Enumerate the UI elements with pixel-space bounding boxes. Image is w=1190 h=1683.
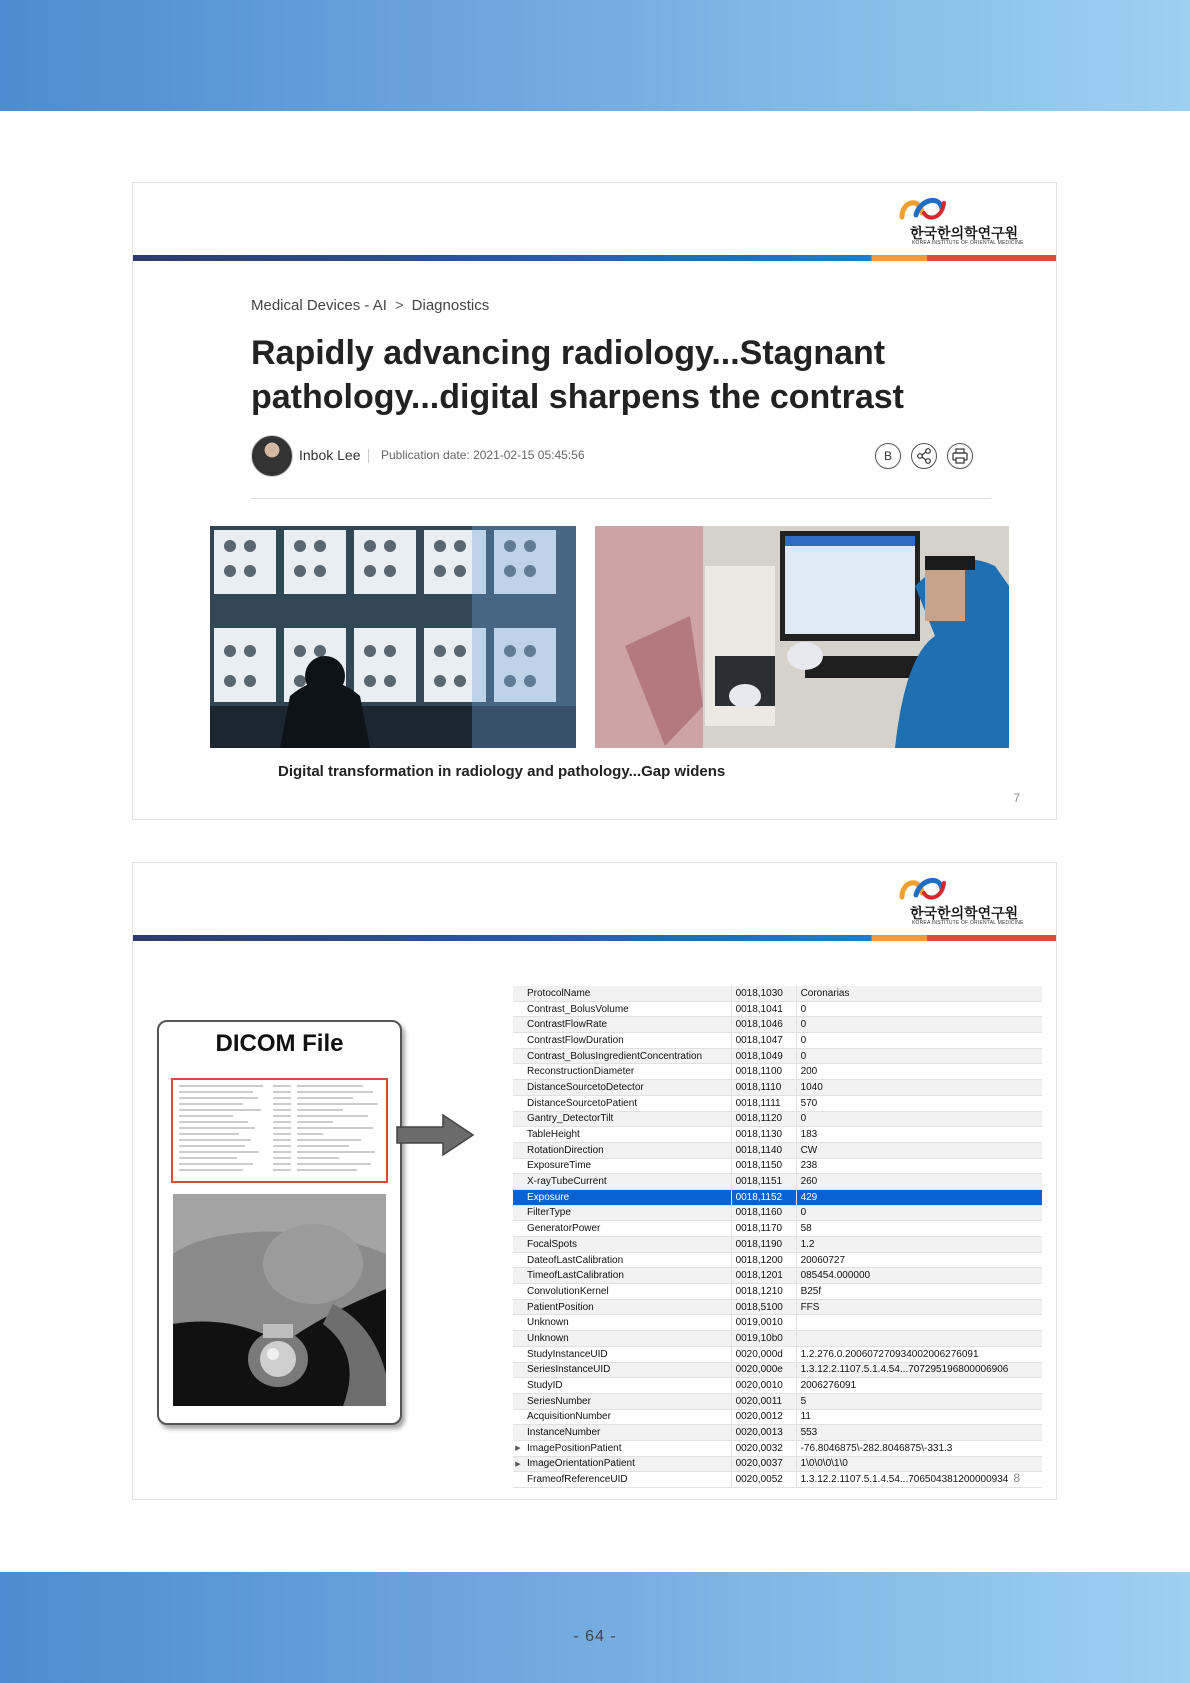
tag-code-cell: 0019,10b0	[731, 1331, 796, 1347]
logo-name-ko: 한국한의학연구원	[910, 905, 1019, 921]
header-band	[0, 0, 1190, 111]
tag-value-cell: 1\0\0\0\1\0	[796, 1456, 1042, 1472]
tag-value-cell: 0	[796, 1001, 1042, 1017]
publication-date: Publication date: 2021-02-15 05:45:56	[381, 448, 585, 462]
tag-name-cell: X-rayTubeCurrent	[523, 1174, 731, 1190]
author-name[interactable]: Inbok Lee	[299, 447, 361, 463]
institute-logo	[896, 873, 1026, 931]
breadcrumb-section[interactable]: Medical Devices - AI	[251, 297, 387, 314]
article-headline: Rapidly advancing radiology...Stagnant pathology...digital sharpens the contrast	[251, 334, 905, 416]
tag-value-cell: -76.8046875\-282.8046875\-331.3	[796, 1440, 1042, 1456]
tag-name-cell: StudyID	[523, 1378, 731, 1394]
expand-arrow-icon	[513, 1299, 523, 1315]
expand-arrow-icon	[513, 1017, 523, 1033]
slide-number: 7	[1013, 791, 1020, 805]
table-row[interactable]	[513, 1095, 1042, 1111]
tag-code-cell: 0020,0052	[731, 1472, 796, 1488]
tag-code-cell: 0020,0010	[731, 1378, 796, 1394]
tag-name-cell: ContrastFlowRate	[523, 1017, 731, 1033]
tag-code-cell: 0018,1151	[731, 1174, 796, 1190]
institute-logo-icon	[898, 193, 948, 223]
dicom-file-card	[157, 1020, 402, 1425]
tag-code-cell: 0018,1200	[731, 1252, 796, 1268]
table-row[interactable]	[513, 1284, 1042, 1300]
tag-name-cell: Exposure	[523, 1189, 731, 1205]
table-row[interactable]	[513, 1393, 1042, 1409]
tag-value-cell: 1040	[796, 1080, 1042, 1096]
expand-arrow-icon	[513, 1237, 523, 1253]
tag-code-cell: 0018,1201	[731, 1268, 796, 1284]
share-button[interactable]	[911, 443, 937, 469]
dicom-header-thumbnail-image	[173, 1080, 386, 1181]
expand-arrow-icon	[513, 1268, 523, 1284]
header-rule	[133, 935, 1056, 941]
tag-value-cell: 085454.000000	[796, 1268, 1042, 1284]
tag-name-cell: AcquisitionNumber	[523, 1409, 731, 1425]
table-row[interactable]	[513, 1142, 1042, 1158]
tag-name-cell: Gantry_DetectorTilt	[523, 1111, 731, 1127]
expand-arrow-icon	[513, 1158, 523, 1174]
tag-name-cell: Contrast_BolusVolume	[523, 1001, 731, 1017]
slide-dicom	[132, 862, 1057, 1500]
print-icon	[948, 444, 972, 468]
expand-arrow-icon	[513, 1362, 523, 1378]
arrow-right-icon	[395, 1113, 475, 1157]
tag-value-cell: B25f	[796, 1284, 1042, 1300]
bookmark-button[interactable]: B	[875, 443, 901, 469]
expand-arrow-icon: ▶	[513, 1440, 523, 1456]
table-row[interactable]	[513, 1346, 1042, 1362]
radiology-monitors-image	[210, 526, 576, 748]
tag-code-cell: 0018,1140	[731, 1142, 796, 1158]
ct-scan-image	[173, 1194, 386, 1406]
institute-logo	[896, 193, 1026, 251]
tag-code-cell: 0018,1130	[731, 1127, 796, 1143]
expand-arrow-icon	[513, 1033, 523, 1049]
expand-arrow-icon	[513, 1142, 523, 1158]
table-row[interactable]	[513, 1033, 1042, 1049]
tag-name-cell: TimeofLastCalibration	[523, 1268, 731, 1284]
table-row[interactable]	[513, 1127, 1042, 1143]
tag-name-cell: ReconstructionDiameter	[523, 1064, 731, 1080]
expand-arrow-icon	[513, 1409, 523, 1425]
tag-code-cell: 0018,1100	[731, 1064, 796, 1080]
tag-code-cell: 0018,1041	[731, 1001, 796, 1017]
tag-name-cell: ContrastFlowDuration	[523, 1033, 731, 1049]
expand-arrow-icon	[513, 1284, 523, 1300]
tag-code-cell: 0020,000e	[731, 1362, 796, 1378]
tag-name-cell: ImageOrientationPatient	[523, 1456, 731, 1472]
expand-arrow-icon	[513, 1472, 523, 1488]
expand-arrow-icon	[513, 1095, 523, 1111]
tag-name-cell: InstanceNumber	[523, 1425, 731, 1441]
table-row[interactable]	[513, 1252, 1042, 1268]
table-row[interactable]	[513, 1205, 1042, 1221]
photo-caption: Digital transformation in radiology and pathology...Gap widens	[278, 763, 726, 780]
tag-code-cell: 0018,1190	[731, 1237, 796, 1253]
tag-name-cell: RotationDirection	[523, 1142, 731, 1158]
tag-value-cell: 0	[796, 1048, 1042, 1064]
expand-arrow-icon	[513, 1425, 523, 1441]
tag-name-cell: SeriesInstanceUID	[523, 1362, 731, 1378]
tag-value-cell: Coronarias	[796, 986, 1042, 1001]
tag-name-cell: FrameofReferenceUID	[523, 1472, 731, 1488]
table-row[interactable]	[513, 1440, 1042, 1456]
table-row[interactable]	[513, 1331, 1042, 1347]
expand-arrow-icon	[513, 986, 523, 1001]
expand-arrow-icon	[513, 1221, 523, 1237]
table-row[interactable]	[513, 1064, 1042, 1080]
tag-value-cell: FFS	[796, 1299, 1042, 1315]
divider	[251, 498, 991, 499]
tag-value-cell: 238	[796, 1158, 1042, 1174]
tag-code-cell: 0018,1150	[731, 1158, 796, 1174]
logo-name-en: KOREA INSTITUTE OF ORIENTAL MEDICINE	[912, 920, 1024, 926]
breadcrumb	[251, 297, 489, 314]
tag-name-cell: FocalSpots	[523, 1237, 731, 1253]
tag-name-cell: GeneratorPower	[523, 1221, 731, 1237]
pathology-lab-image	[595, 526, 1009, 748]
logo-name-en: KOREA INSTITUTE OF ORIENTAL MEDICINE	[912, 240, 1024, 246]
tag-code-cell: 0020,0012	[731, 1409, 796, 1425]
tag-name-cell: ImagePositionPatient	[523, 1440, 731, 1456]
tag-name-cell: PatientPosition	[523, 1299, 731, 1315]
tag-value-cell: 1.3.12.2.1107.5.1.4.54...707295196800006906	[796, 1362, 1042, 1378]
tag-name-cell: DateofLastCalibration	[523, 1252, 731, 1268]
tag-value-cell: 2006276091	[796, 1378, 1042, 1394]
table-row[interactable]	[513, 1080, 1042, 1096]
tag-value-cell: 0	[796, 1111, 1042, 1127]
dicom-header-thumbnail	[171, 1078, 388, 1183]
tag-value-cell: 1.2.276.0.20060727093400200627609​1	[796, 1346, 1042, 1362]
tag-value-cell: CW	[796, 1142, 1042, 1158]
tag-value-cell: 5	[796, 1393, 1042, 1409]
tag-name-cell: DistanceSourcetoDetector	[523, 1080, 731, 1096]
tag-name-cell: StudyInstanceUID	[523, 1346, 731, 1362]
tag-code-cell: 0019,0010	[731, 1315, 796, 1331]
tag-code-cell: 0020,000d	[731, 1346, 796, 1362]
table-row[interactable]	[513, 1017, 1042, 1033]
tag-value-cell: 0	[796, 1033, 1042, 1049]
tag-code-cell: 0018,1046	[731, 1017, 796, 1033]
tag-value-cell: 200	[796, 1064, 1042, 1080]
expand-arrow-icon	[513, 1127, 523, 1143]
radiology-photo	[210, 526, 576, 748]
tag-value-cell	[796, 1315, 1042, 1331]
pathology-photo	[595, 526, 1009, 748]
expand-arrow-icon	[513, 1205, 523, 1221]
tag-value-cell: 0	[796, 1017, 1042, 1033]
tag-value-cell: 1.2	[796, 1237, 1042, 1253]
expand-arrow-icon	[513, 1252, 523, 1268]
tag-code-cell: 0020,0011	[731, 1393, 796, 1409]
table-row[interactable]	[513, 1456, 1042, 1472]
table-row[interactable]	[513, 1425, 1042, 1441]
tag-value-cell: 0	[796, 1205, 1042, 1221]
tag-value-cell: 183	[796, 1127, 1042, 1143]
tag-name-cell: ExposureTime	[523, 1158, 731, 1174]
tag-code-cell: 0018,1152	[731, 1189, 796, 1205]
page-number: - 64 -	[573, 1628, 617, 1645]
tag-code-cell: 0018,1110	[731, 1080, 796, 1096]
tag-name-cell: TableHeight	[523, 1127, 731, 1143]
expand-arrow-icon	[513, 1080, 523, 1096]
expand-arrow-icon	[513, 1346, 523, 1362]
tag-value-cell	[796, 1331, 1042, 1347]
table-row[interactable]	[513, 1001, 1042, 1017]
ct-scan-graphic	[173, 1194, 386, 1406]
chevron-right-icon: >	[394, 297, 404, 314]
table-row[interactable]	[513, 1315, 1042, 1331]
expand-arrow-icon	[513, 1111, 523, 1127]
expand-arrow-icon	[513, 1315, 523, 1331]
tag-value-cell: 58	[796, 1221, 1042, 1237]
tag-value-cell: 570	[796, 1095, 1042, 1111]
expand-arrow-icon	[513, 1001, 523, 1017]
print-button[interactable]	[947, 443, 973, 469]
tag-name-cell: DistanceSourcetoPatient	[523, 1095, 731, 1111]
table-row[interactable]	[513, 1472, 1042, 1488]
table-row[interactable]	[513, 1174, 1042, 1190]
author-row	[251, 435, 991, 477]
tag-value-cell: 260	[796, 1174, 1042, 1190]
tag-name-cell: SeriesNumber	[523, 1393, 731, 1409]
table-row[interactable]	[513, 1189, 1042, 1205]
table-row[interactable]	[513, 1378, 1042, 1394]
logo-name-ko: 한국한의학연구원	[910, 225, 1019, 241]
tag-name-cell: Unknown	[523, 1315, 731, 1331]
tag-name-cell: FilterType	[523, 1205, 731, 1221]
tag-code-cell: 0018,1120	[731, 1111, 796, 1127]
table-row[interactable]	[513, 1299, 1042, 1315]
slide-news-article	[132, 182, 1057, 820]
table-row[interactable]	[513, 986, 1042, 1001]
expand-arrow-icon	[513, 1189, 523, 1205]
tag-code-cell: 0018,1030	[731, 986, 796, 1001]
table-row[interactable]	[513, 1237, 1042, 1253]
tag-value-cell: 429	[796, 1189, 1042, 1205]
tag-value-cell: 553	[796, 1425, 1042, 1441]
expand-arrow-icon	[513, 1393, 523, 1409]
author-avatar	[251, 435, 293, 477]
expand-arrow-icon: ▶	[513, 1456, 523, 1472]
tag-value-cell: 1.3.12.2.1107.5.1.4.54...706504381200000934	[796, 1472, 1042, 1488]
table-row[interactable]	[513, 1111, 1042, 1127]
tag-code-cell: 0018,5100	[731, 1299, 796, 1315]
tag-code-cell: 0018,1210	[731, 1284, 796, 1300]
tag-value-cell: 11	[796, 1409, 1042, 1425]
expand-arrow-icon	[513, 1048, 523, 1064]
tag-name-cell: ConvolutionKernel	[523, 1284, 731, 1300]
tag-code-cell: 0018,1170	[731, 1221, 796, 1237]
slide-number: 8	[1013, 1471, 1020, 1485]
tag-code-cell: 0020,0013	[731, 1425, 796, 1441]
tag-code-cell: 0020,0037	[731, 1456, 796, 1472]
institute-logo-icon	[898, 873, 948, 903]
dicom-tag-table	[513, 986, 1042, 1488]
tag-name-cell: ProtocolName	[523, 986, 731, 1001]
breadcrumb-subsection[interactable]: Diagnostics	[411, 297, 490, 314]
table-row[interactable]	[513, 1409, 1042, 1425]
table-row[interactable]	[513, 1158, 1042, 1174]
tag-name-cell: Contrast_BolusIngredientConcentration	[523, 1048, 731, 1064]
tag-code-cell: 0018,1049	[731, 1048, 796, 1064]
table-row[interactable]	[513, 1362, 1042, 1378]
tag-code-cell: 0020,0032	[731, 1440, 796, 1456]
expand-arrow-icon	[513, 1331, 523, 1347]
table-row[interactable]	[513, 1048, 1042, 1064]
expand-arrow-icon	[513, 1378, 523, 1394]
dicom-title: DICOM File	[215, 1030, 344, 1057]
tag-value-cell: 20060727	[796, 1252, 1042, 1268]
tag-code-cell: 0018,1047	[731, 1033, 796, 1049]
expand-arrow-icon	[513, 1174, 523, 1190]
tag-name-cell: Unknown	[523, 1331, 731, 1347]
expand-arrow-icon	[513, 1064, 523, 1080]
tag-code-cell: 0018,1160	[731, 1205, 796, 1221]
separator	[368, 449, 369, 463]
table-row[interactable]	[513, 1221, 1042, 1237]
share-icon	[912, 444, 936, 468]
header-rule	[133, 255, 1056, 261]
table-row[interactable]	[513, 1268, 1042, 1284]
tag-code-cell: 0018,1111	[731, 1095, 796, 1111]
